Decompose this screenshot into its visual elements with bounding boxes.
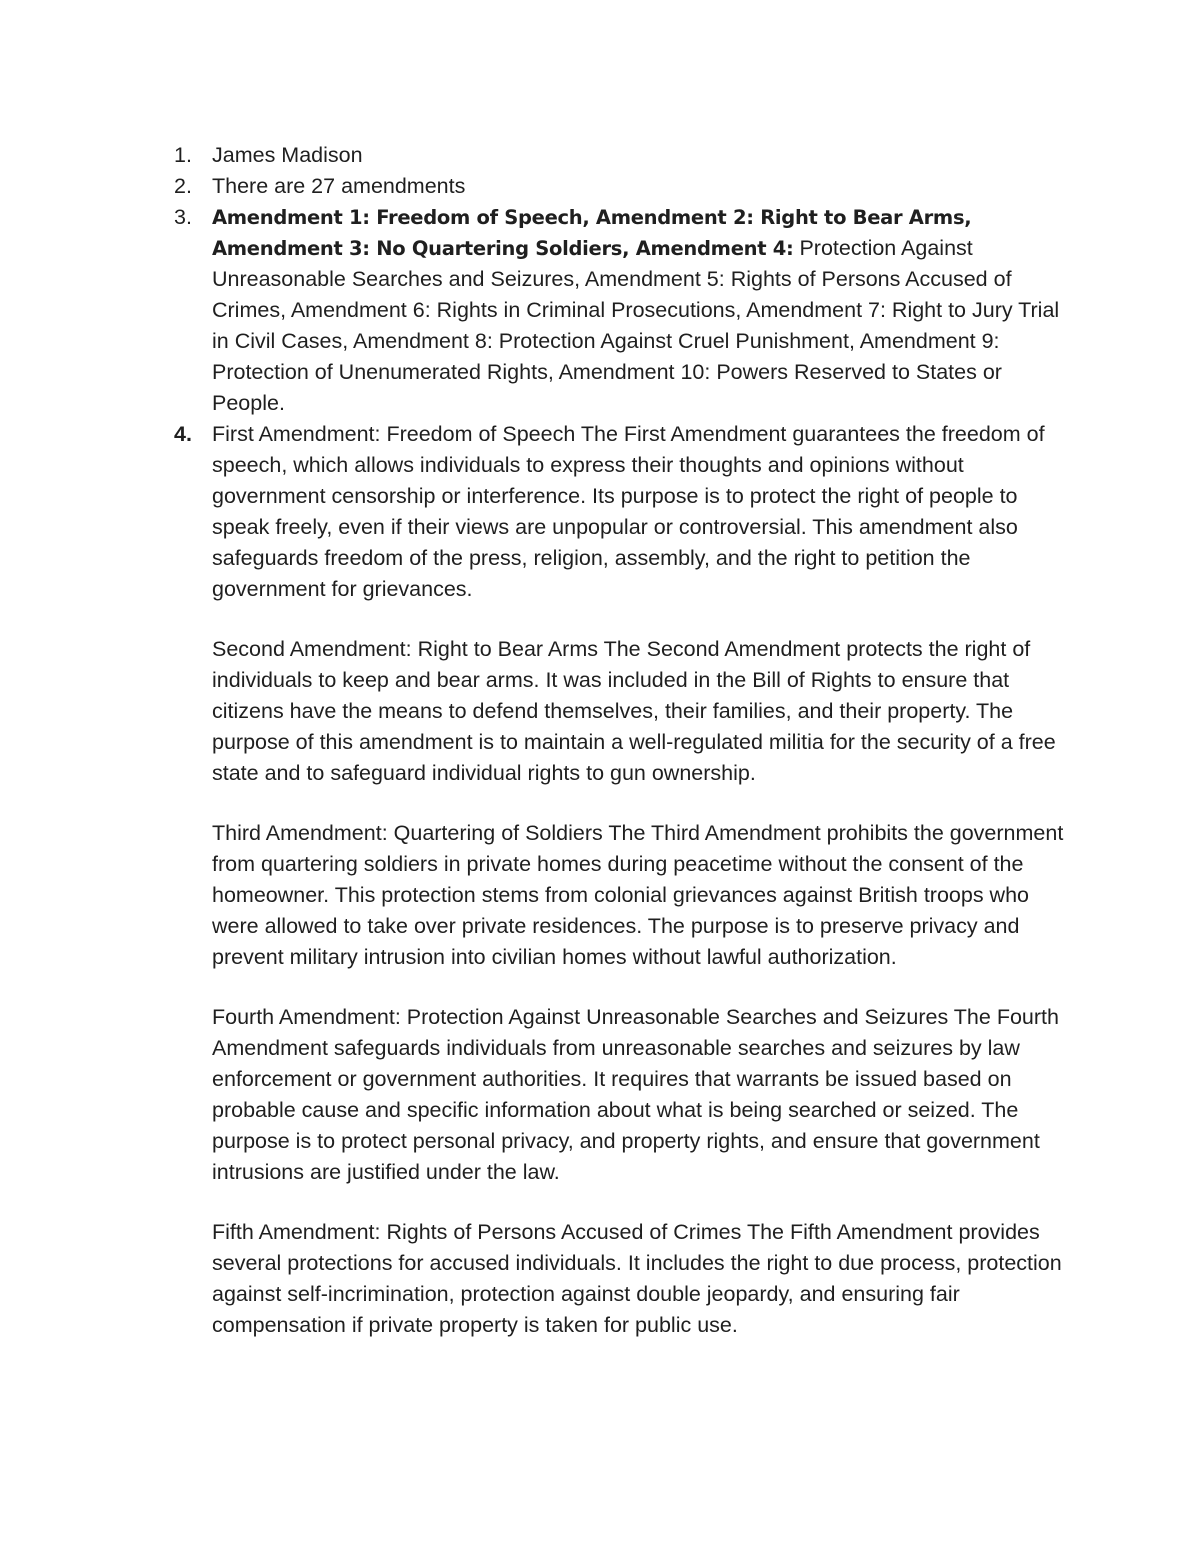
list-number: 1. bbox=[174, 143, 192, 167]
list-number: 3. bbox=[174, 205, 192, 229]
paragraph-third-amendment: Third Amendment: Quartering of Soldiers The Third Amendment prohibits the government from quartering soldiers in private homes during peacetime without the consent of the homeowner. This protection stems from colonial grievances against British troops who were allowed to take over private residences. The purpose is to preserve privacy and prevent military intrusion into civilian homes without lawful authorization. bbox=[212, 821, 1064, 969]
paragraph-spacer bbox=[212, 789, 1068, 818]
paragraph-fourth-amendment: Fourth Amendment: Protection Against Unreasonable Searches and Seizures The Fourth Amendment safeguards individuals from unreasonable searches and seizures by law enforcement or government authorities. It requires that warrants be issued based on probable cause and specific information about what is being searched or seized. The purpose is to protect personal privacy, and property rights, and ensure that government intrusions are justified under the law. bbox=[212, 1005, 1059, 1184]
list-item bbox=[168, 202, 1068, 419]
list-item bbox=[168, 171, 1068, 202]
list-item-text bbox=[212, 202, 1068, 419]
paragraph-fifth-amendment: Fifth Amendment: Rights of Persons Accused of Crimes The Fifth Amendment provides several protections for accused individuals. It includes the right to due process, protection against self-incrimination, protection against double jeopardy, and ensuring fair compensation if private property is taken for public use. bbox=[212, 1220, 1062, 1337]
list-number: 4. bbox=[174, 422, 192, 446]
amendment-names-continued: Protection Against Unreasonable Searches and Seizures, Amendment 5: Rights of Persons Accused of Crimes, Amendment 6: Rights in Criminal Prosecutions, Amendment 7: Right to Jury Trial in Civil Cases, Amendment 8: Protection Against Cruel Punishment, Amendment 9: Protection of Unenumerated Rights, Amendment 10: Powers Reserved to States or People. bbox=[212, 236, 1060, 415]
list-item bbox=[168, 140, 1068, 171]
list-item-text: James Madison bbox=[212, 143, 363, 167]
list-number: 2. bbox=[174, 174, 192, 198]
bold-amendment-names: Amendment 1: Freedom of Speech, Amendment 2: Right to Bear Arms, Amendment 3: No Quartering Soldiers, Amendment 4: bbox=[212, 206, 972, 260]
paragraph-first-amendment: First Amendment: Freedom of Speech The First Amendment guarantees the freedom of speech, which allows individuals to express their thoughts and opinions without government censorship or interference. Its purpose is to protect the right of people to speak freely, even if their views are unpopular or controversial. This amendment also safeguards freedom of the press, religion, assembly, and the right to petition the government for grievances. bbox=[212, 422, 1045, 601]
list-item-text: There are 27 amendments bbox=[212, 174, 466, 198]
paragraph-spacer bbox=[212, 1188, 1068, 1217]
list-item bbox=[168, 419, 1068, 1341]
paragraph-spacer bbox=[212, 973, 1068, 1002]
numbered-list bbox=[168, 140, 1068, 1341]
paragraph-spacer bbox=[212, 605, 1068, 634]
paragraph-second-amendment: Second Amendment: Right to Bear Arms The Second Amendment protects the right of individuals to keep and bear arms. It was included in the Bill of Rights to ensure that citizens have the means to defend themselves, their families, and their property. The purpose of this amendment is to maintain a well-regulated militia for the security of a free state and to safeguard individual rights to gun ownership. bbox=[212, 637, 1056, 785]
